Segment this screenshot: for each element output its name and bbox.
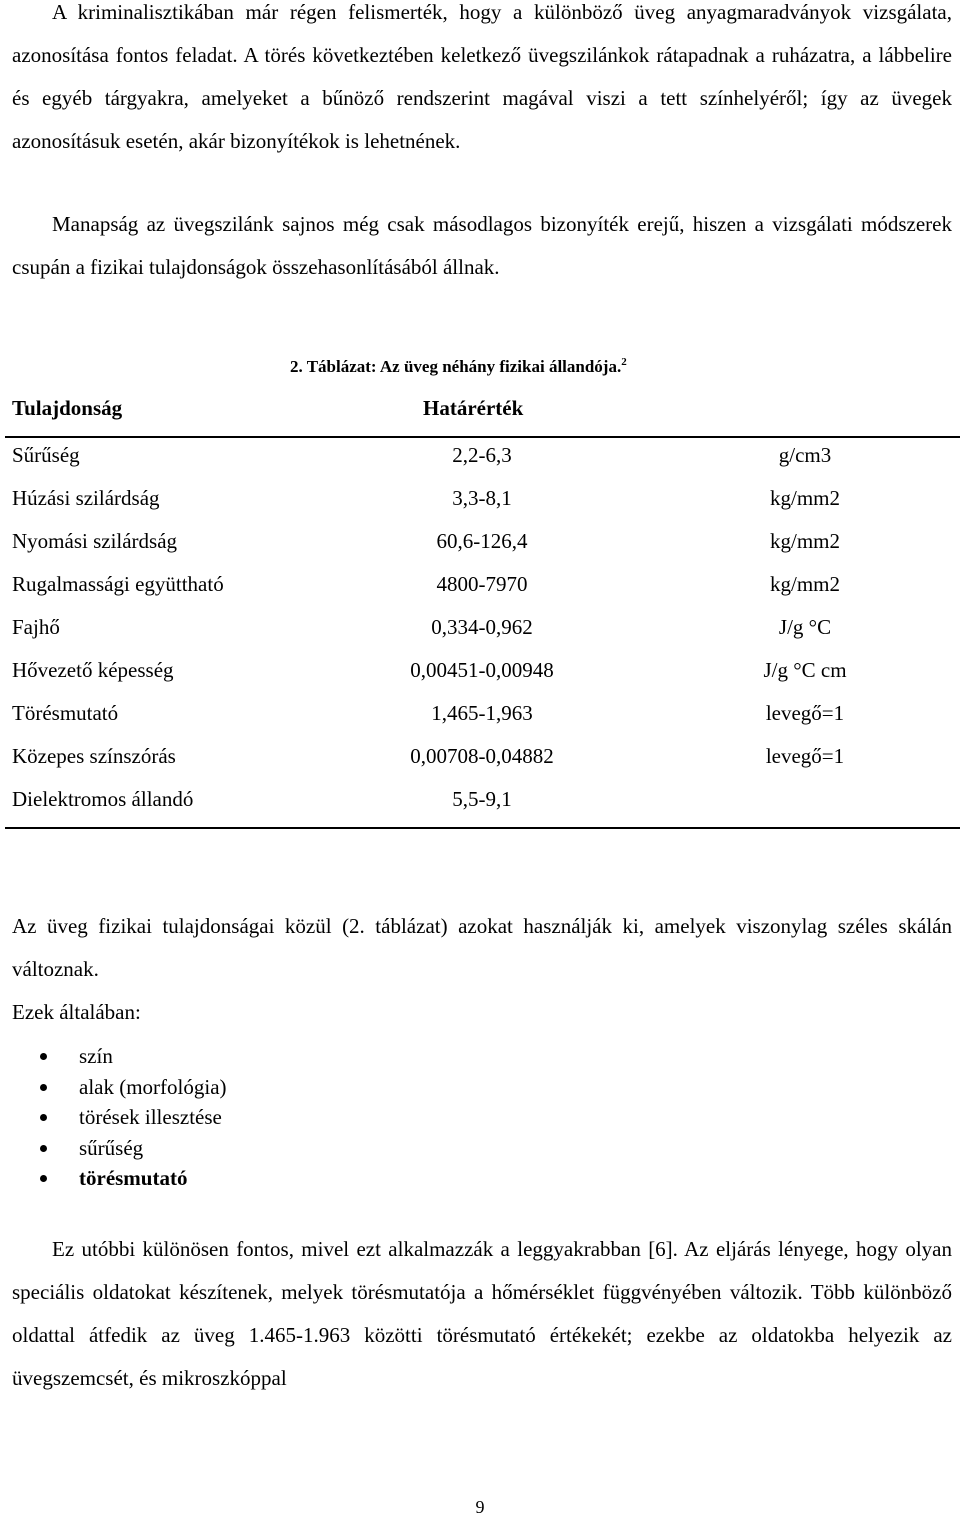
- cell-property: Hővezető képesség: [12, 658, 174, 682]
- table-bottom-rule: [5, 827, 960, 829]
- cell-unit: kg/mm2: [769, 529, 841, 553]
- table-row: [5, 438, 960, 481]
- cell-unit: J/g °C: [778, 615, 832, 639]
- table-row: [5, 567, 960, 610]
- cell-value: 1,465-1,963: [431, 701, 533, 725]
- cell-property: Húzási szilárdság: [12, 486, 160, 510]
- cell-property: Dielektromos állandó: [12, 787, 194, 811]
- cell-unit: kg/mm2: [769, 572, 841, 596]
- bullet-item: sűrűség: [40, 1133, 227, 1164]
- cell-property: Nyomási szilárdság: [12, 529, 178, 553]
- bullet-item: alak (morfológia): [40, 1072, 227, 1103]
- header-limit: Határérték: [423, 396, 524, 420]
- table-caption-text: 2. Táblázat: Az üveg néhány fizikai állandója.: [290, 357, 622, 376]
- cell-value: 4800-7970: [436, 572, 528, 596]
- paragraph-secondary-evidence: Manapság az üvegszilánk sajnos még csak másodlagos bizonyíték erejű, hiszen a vizsgálati módszerek csupán a fizikai tulajdonságok összehasonlításából állnak.: [12, 212, 952, 279]
- cell-property: Fajhő: [12, 615, 60, 639]
- table-row: [5, 739, 960, 782]
- cell-unit: J/g °C cm: [763, 658, 847, 682]
- cell-unit: kg/mm2: [769, 486, 841, 510]
- table-row: [5, 782, 960, 825]
- bullet-item: szín: [40, 1041, 227, 1072]
- cell-unit: g/cm3: [778, 443, 832, 467]
- table-row: [5, 653, 960, 696]
- properties-table: [5, 392, 960, 829]
- table-body: [5, 438, 960, 825]
- cell-value: 60,6-126,4: [436, 529, 528, 553]
- bullet-item: törések illesztése: [40, 1102, 227, 1133]
- cell-value: 2,2-6,3: [452, 443, 512, 467]
- cell-value: 3,3-8,1: [452, 486, 512, 510]
- paragraph-refractive-index: Ez utóbbi különösen fontos, mivel ezt alkalmazzák a leggyakrabban [6]. Az eljárás lényege, hogy olyan speciális oldatokat készítenek, melyek törésmutatója a hőmérséklet függvényében változik. Több különböző oldattal átfedik az üveg 1.465-1.963 közötti törésmutató értékekét; ezekbe az oldatokba helyezik az üvegszemcsét, és mikroszkóppal: [12, 1237, 952, 1390]
- cell-value: 0,334-0,962: [431, 615, 533, 639]
- cell-property: Közepes színszórás: [12, 744, 176, 768]
- cell-property: Rugalmassági együttható: [12, 572, 224, 596]
- cell-value: 5,5-9,1: [452, 787, 512, 811]
- table-caption: [290, 356, 627, 377]
- page-number: 9: [475, 1497, 485, 1517]
- cell-value: 0,00708-0,04882: [410, 744, 554, 768]
- table-row: [5, 610, 960, 653]
- cell-value: 0,00451-0,00948: [410, 658, 554, 682]
- paragraph-intro: A kriminalisztikában már régen felismerték, hogy a különböző üveg anyagmaradványok vizsgálata, azonosítása fontos feladat. A törés következtében keletkező üvegszilánkok rátapadnak a ruházatra, a lábbelire és egyéb tárgyakra, amelyeket a bűnöző rendszerint magával viszi a tett színhelyéről; így az üvegek azonosításuk esetén, akár bizonyítékok is lehetnének.: [12, 0, 952, 153]
- cell-property: Törésmutató: [12, 701, 119, 725]
- paragraph-properties-used: Az üveg fizikai tulajdonságai közül (2. táblázat) azokat használják ki, amelyek viszonylag széles skálán változnak.: [12, 914, 952, 981]
- bullet-item: törésmutató: [40, 1163, 227, 1194]
- cell-unit: levegő=1: [765, 701, 845, 725]
- table-caption-footnote: 2: [621, 356, 627, 368]
- table-row: [5, 524, 960, 567]
- property-bullet-list: [40, 1041, 227, 1194]
- table-header: [5, 392, 960, 438]
- table-row: [5, 696, 960, 739]
- paragraph-list-intro: Ezek általában:: [12, 1000, 141, 1024]
- cell-unit: levegő=1: [765, 744, 845, 768]
- header-property: Tulajdonság: [12, 396, 123, 420]
- table-row: [5, 481, 960, 524]
- cell-property: Sűrűség: [12, 443, 80, 467]
